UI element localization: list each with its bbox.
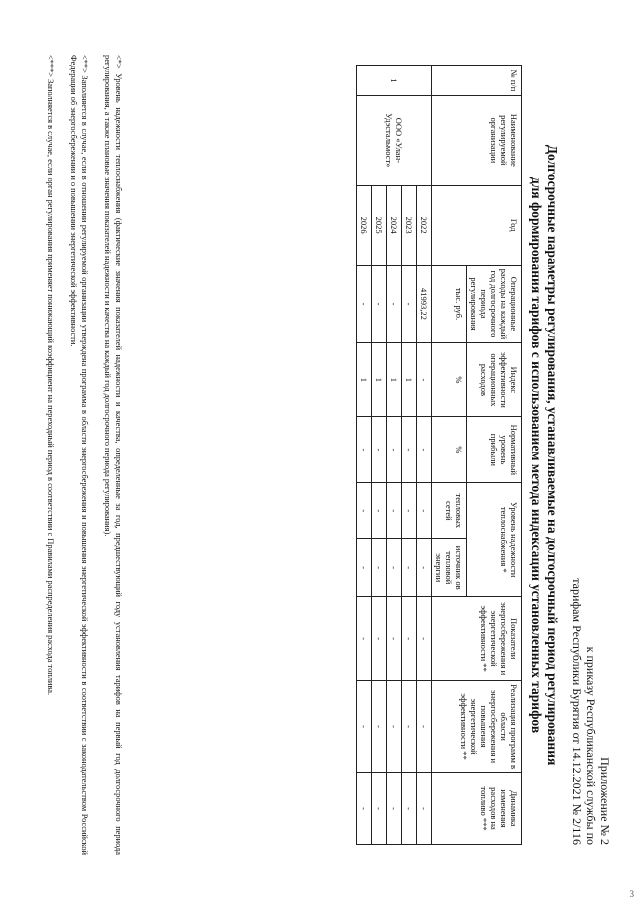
cell-energy: - xyxy=(402,597,417,681)
org-name: ООО «Улан-Удэстальмост» xyxy=(357,95,432,185)
cell-rel-sources: - xyxy=(417,539,432,597)
table-row xyxy=(417,66,432,845)
cell-energy: - xyxy=(357,597,372,681)
cell-rel-sources: - xyxy=(402,539,417,597)
cell-profit: - xyxy=(417,417,432,483)
cell-programs: - xyxy=(372,681,387,773)
col-header-index: Индекс эффективности операционных расходов xyxy=(467,343,522,417)
cell-rel-networks: - xyxy=(372,483,387,539)
cell-programs: - xyxy=(357,681,372,773)
col-header-reliability: Уровень надежности теплоснабжения * xyxy=(467,483,522,597)
cell-energy: - xyxy=(387,597,402,681)
cell-index: 1 xyxy=(387,343,402,417)
cell-opex: - xyxy=(357,265,372,343)
footnote-fuel: <***> Заполняется в случае, если орган регулирования применяет понижающий коэффициент на переходный период в соответствии с Правилами распределения расхода топлива. xyxy=(46,55,55,696)
order-date: тарифам Республики Бурятия от 14.12.2021 № 2/116 xyxy=(570,578,584,845)
cell-rel-sources: - xyxy=(372,539,387,597)
unit-opex: тыс. руб. xyxy=(432,265,467,343)
col-header-opex: Операционные расходы на каждый год долгосрочного периода регулирования xyxy=(467,265,522,343)
cell-opex: 41993,22 xyxy=(417,265,432,343)
document-title-line1: Долгосрочные параметры регулирования, устанавливаемые на долгосрочный период регулирования xyxy=(545,144,560,766)
cell-index: 1 xyxy=(357,343,372,417)
cell-programs: - xyxy=(402,681,417,773)
cell-year: 2026 xyxy=(357,185,372,265)
order-reference: к приказу Республиканской службы по xyxy=(584,646,598,845)
cell-programs: - xyxy=(387,681,402,773)
col-header-profit: Нормативный уровень прибыли xyxy=(467,417,522,483)
row-num: 1 xyxy=(357,66,432,96)
cell-dynamics: - xyxy=(387,773,402,845)
footnote-energy-saving: <**> Заполняется в случае, если в отношении регулируемой организации утверждена программа в области энергосбережения и повышения энергетической эффективности в соответствии с законодательством Российской Федерации об энергосбережении и о повышении энергетической эффективности. xyxy=(69,55,89,855)
cell-profit: - xyxy=(372,417,387,483)
col-header-rel-sources: источник ов тепловой энергии xyxy=(432,539,467,597)
cell-energy: - xyxy=(417,597,432,681)
col-header-dynamics: Динамика изменения расходов на топливо *** xyxy=(432,773,522,845)
cell-opex: - xyxy=(372,265,387,343)
col-header-num: № п/п xyxy=(432,66,522,96)
document-title-line2: для формирования тарифов с использованием метода индексации установленных тарифов xyxy=(529,176,544,734)
cell-rel-networks: - xyxy=(387,483,402,539)
col-header-year: Год xyxy=(432,185,522,265)
cell-dynamics: - xyxy=(417,773,432,845)
cell-index: - xyxy=(417,343,432,417)
cell-dynamics: - xyxy=(402,773,417,845)
cell-programs: - xyxy=(417,681,432,773)
cell-year: 2024 xyxy=(387,185,402,265)
appendix-number: Приложение № 2 xyxy=(598,757,612,845)
cell-year: 2025 xyxy=(372,185,387,265)
cell-profit: - xyxy=(387,417,402,483)
cell-rel-networks: - xyxy=(402,483,417,539)
footnote-reliability: <*> Уровень надежности теплоснабжения (фактические значения показателей надежности и качества, определенные за год, предшествующий году установления тарифов на первый год долгосрочного периода регулирования, а также плановые значения показателей надежности и качества на каждый год долгосрочного периода регулирования). xyxy=(103,55,123,855)
cell-energy: - xyxy=(372,597,387,681)
page-number: 3 xyxy=(629,889,634,899)
col-header-programs: Реализация программ в области энергосбережения и повышения энергетической эффективности ** xyxy=(432,681,522,773)
col-header-energy-indicators: Показатели энергосбережения и энергетической эффективности ** xyxy=(432,597,522,681)
cell-rel-networks: - xyxy=(357,483,372,539)
unit-index: % xyxy=(432,343,467,417)
cell-index: 1 xyxy=(372,343,387,417)
cell-dynamics: - xyxy=(357,773,372,845)
cell-year: 2022 xyxy=(417,185,432,265)
cell-rel-networks: - xyxy=(417,483,432,539)
col-header-rel-networks: тепловых сетей xyxy=(432,483,467,539)
cell-rel-sources: - xyxy=(387,539,402,597)
cell-dynamics: - xyxy=(372,773,387,845)
cell-profit: - xyxy=(402,417,417,483)
cell-year: 2023 xyxy=(402,185,417,265)
parameters-table xyxy=(356,65,522,845)
cell-index: 1 xyxy=(402,343,417,417)
col-header-org: Наименование регулируемой организации xyxy=(432,95,522,185)
unit-profit: % xyxy=(432,417,467,483)
cell-profit: - xyxy=(357,417,372,483)
cell-opex: - xyxy=(402,265,417,343)
rotated-sheet xyxy=(20,25,620,885)
cell-opex: - xyxy=(387,265,402,343)
cell-rel-sources: - xyxy=(357,539,372,597)
